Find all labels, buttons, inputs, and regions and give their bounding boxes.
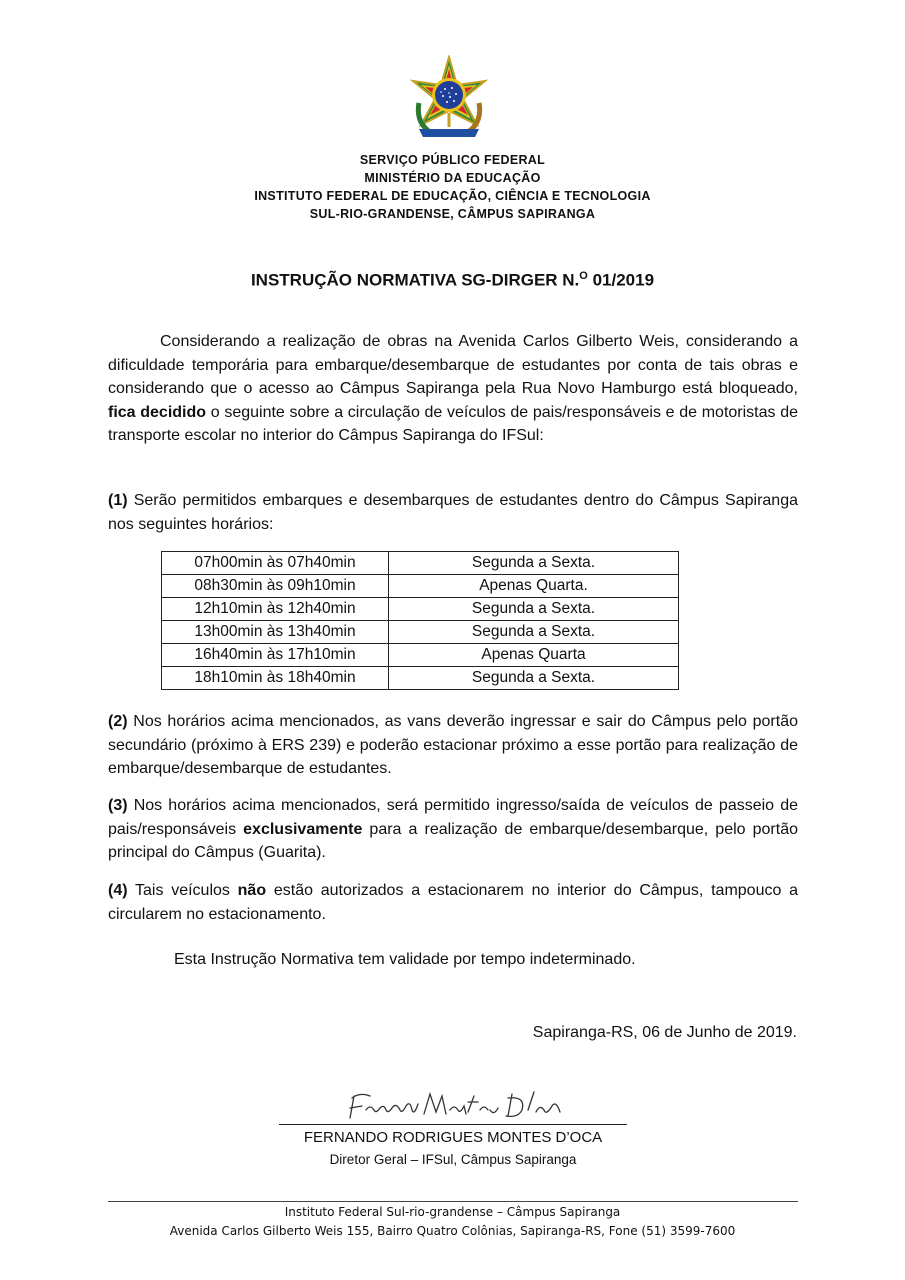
- handwritten-signature: [340, 1088, 570, 1124]
- schedule-days: Segunda a Sexta.: [389, 598, 679, 621]
- item-3-text-a: Nos horários acima mencionados, será permitido ingresso/saída de veículos de passeio de pais/responsáveis: [108, 797, 798, 838]
- schedule-time: 13h00min às 13h40min: [162, 621, 389, 644]
- item-1-paragraph: [108, 489, 798, 536]
- header-line-1: SERVIÇO PÚBLICO FEDERAL: [359, 153, 546, 167]
- title-number: 01/2019: [587, 270, 655, 290]
- header-line-2: MINISTÉRIO DA EDUCAÇÃO: [364, 171, 541, 185]
- intro-text-a: Considerando a realização de obras na Avenida Carlos Gilberto Weis, considerando a dificuldade temporária para embarque/desembarque de estudantes por conta de tais obras e considerando que o acesso ao Câmpus Sapiranga pela Rua Novo Hamburgo está bloqueado,: [108, 333, 798, 397]
- item-1-text: Serão permitidos embarques e desembarques de estudantes dentro do Câmpus Sapiranga nos seguintes horários:: [108, 492, 798, 533]
- item-3-paragraph: [108, 794, 798, 865]
- item-1-number: (1): [108, 492, 128, 509]
- header-line-3: INSTITUTO FEDERAL DE EDUCAÇÃO, CIÊNCIA E TECNOLOGIA: [254, 189, 651, 203]
- signer-name: FERNANDO RODRIGUES MONTES D’OCA: [303, 1129, 603, 1146]
- title-superscript: O: [579, 270, 588, 282]
- table-row: [162, 575, 679, 598]
- item-4-paragraph: [108, 879, 798, 926]
- schedule-time: 18h10min às 18h40min: [162, 667, 389, 690]
- table-row: [162, 598, 679, 621]
- item-2-number: (2): [108, 713, 128, 730]
- signer-role: Diretor Geral – IFSul, Câmpus Sapiranga: [329, 1152, 577, 1167]
- schedule-time: 07h00min às 07h40min: [162, 552, 389, 575]
- item-3-bold: exclusivamente: [243, 820, 363, 838]
- title-main: INSTRUÇÃO NORMATIVA SG-DIRGER N.: [250, 270, 580, 290]
- schedule-days: Segunda a Sexta.: [389, 552, 679, 575]
- item-3-number: (3): [108, 797, 128, 814]
- schedule-days: Segunda a Sexta.: [389, 667, 679, 690]
- footer-line-2: Avenida Carlos Gilberto Weis 155, Bairro Quatro Colônias, Sapiranga-RS, Fone (51) 3599-7600: [169, 1224, 736, 1238]
- table-row: [162, 667, 679, 690]
- footer-divider: [108, 1201, 798, 1202]
- date-line: Sapiranga-RS, 06 de Junho de 2019.: [532, 1024, 797, 1041]
- intro-bold: fica decidido: [108, 403, 207, 421]
- header-line-4: SUL-RIO-GRANDENSE, CÂMPUS SAPIRANGA: [309, 207, 596, 221]
- intro-paragraph: [108, 330, 798, 448]
- schedule-time: 12h10min às 12h40min: [162, 598, 389, 621]
- item-4-bold: não: [237, 882, 267, 899]
- institution-header: [0, 151, 905, 223]
- item-3-text-b: para a realização de embarque/desembarque, pelo portão principal do Câmpus (Guarita).: [108, 820, 798, 861]
- item-2-paragraph: [108, 710, 798, 781]
- table-row: [162, 552, 679, 575]
- footer-line-1: Instituto Federal Sul-rio-grandense – Câmpus Sapiranga: [284, 1205, 621, 1219]
- table-row: [162, 644, 679, 667]
- document-title: [0, 270, 905, 291]
- brazil-coat-of-arms-icon: [405, 55, 493, 143]
- item-4-text-b: estão autorizados a estacionarem no interior do Câmpus, tampouco a circularem no estacionamento.: [108, 882, 798, 923]
- schedule-time: 16h40min às 17h10min: [162, 644, 389, 667]
- schedule-days: Apenas Quarta: [389, 644, 679, 667]
- item-4-text-a: Tais veículos: [127, 882, 238, 899]
- footer: [0, 1203, 905, 1241]
- schedule-time: 08h30min às 09h10min: [162, 575, 389, 598]
- closing-statement: Esta Instrução Normativa tem validade por tempo indeterminado.: [174, 951, 636, 968]
- item-2-text: Nos horários acima mencionados, as vans deverão ingressar e sair do Câmpus pelo portão secundário (próximo à ERS 239) e poderão estacionar próximo a esse portão para realização de embarque/desembarque de estudantes.: [108, 713, 798, 777]
- schedule-table: [161, 551, 679, 690]
- schedule-days: Segunda a Sexta.: [389, 621, 679, 644]
- signature-line: [279, 1124, 627, 1125]
- table-row: [162, 621, 679, 644]
- item-4-number: (4): [108, 882, 128, 899]
- intro-text-b: o seguinte sobre a circulação de veículos de pais/responsáveis e de motoristas de transporte escolar no interior do Câmpus Sapiranga do IFSul:: [108, 403, 799, 444]
- schedule-days: Apenas Quarta.: [389, 575, 679, 598]
